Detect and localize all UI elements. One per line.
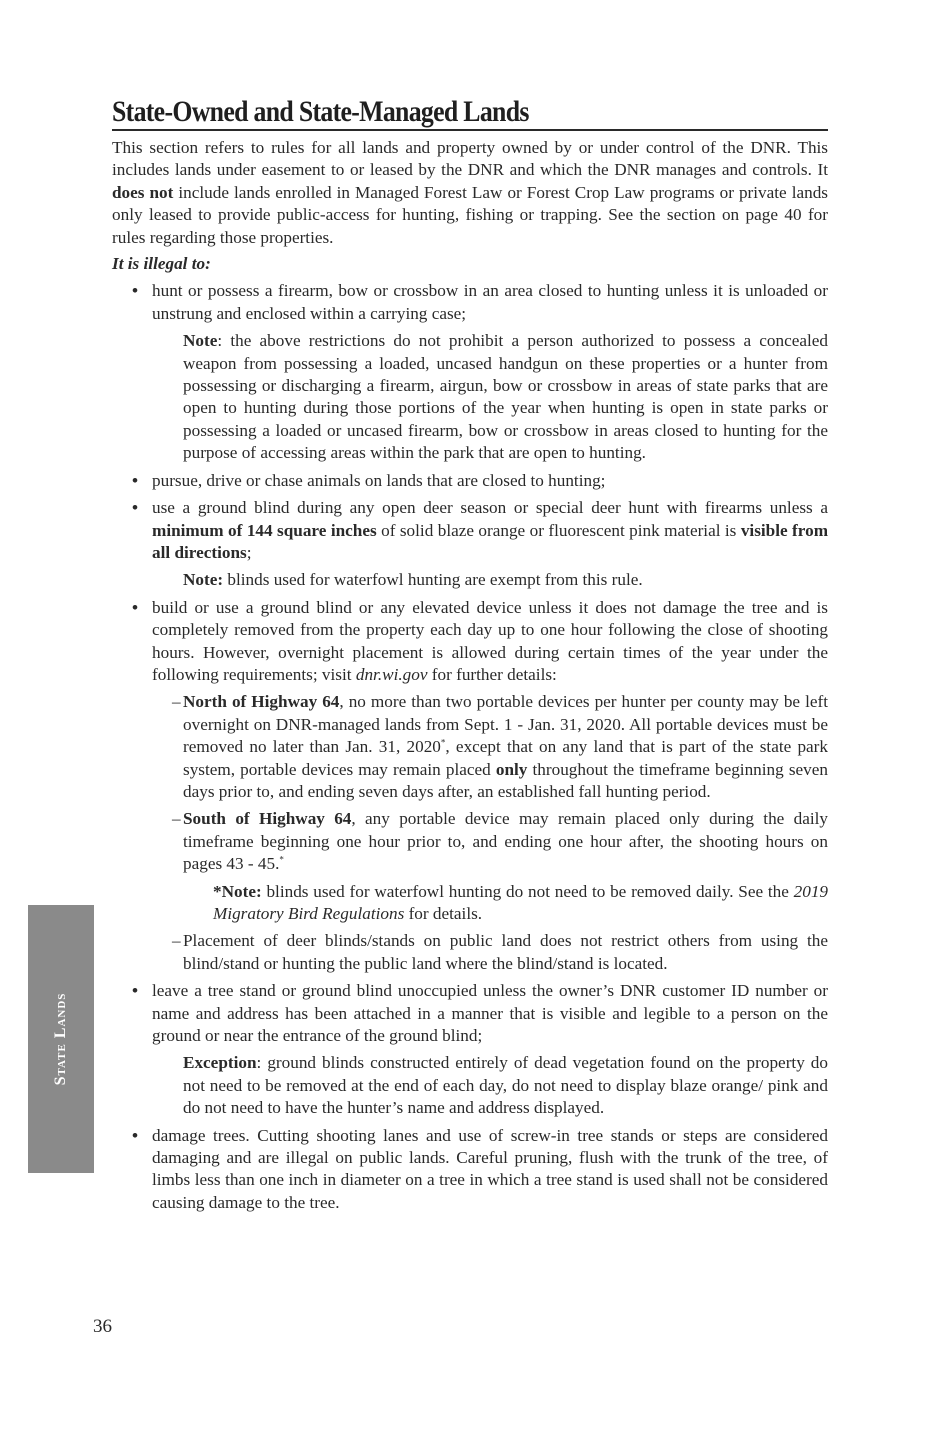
bullet-icon: •	[132, 470, 139, 490]
rule-text-c: of solid blaze orange or fluorescent pink material is	[376, 520, 741, 540]
note-label: Note:	[183, 570, 224, 590]
note-firearm	[183, 330, 828, 464]
list-item-unoccupied	[112, 980, 828, 1119]
rule-text-a: use a ground blind during any open deer season or special deer hunt with firearms unless a	[152, 498, 828, 518]
page-number: 36	[93, 1316, 112, 1337]
star-note-publication: 2019 Migratory Bird Regulations	[213, 881, 828, 923]
sub-text-a: , any portable device may remain placed only during the daily timeframe beginning one hour prior to, and ending one hour after, the shooting hours on pages 43 - 45.	[183, 809, 828, 874]
exception-label: Exception	[183, 1053, 257, 1073]
intro-text-a: This section refers to rules for all lands and property owned by or under control of the DNR. This includes lands under easement to or leased by the DNR and which the DNR manages and controls. It	[112, 138, 828, 180]
exception-note	[183, 1052, 828, 1119]
note-text: : the above restrictions do not prohibit a person authorized to possess a concealed weapon from possessing a loaded, uncased handgun on these properties or a hunter from possessing or discharging a firearm, airgun, bow or crossbow in areas of state parks that are open to hunting during those portions of the year when hunting is open in state parks or possessing a loaded or uncased firearm, bow or crossbow in areas closed to hunting for the purpose of accessing areas within the park that are open to hunting.	[183, 331, 828, 463]
title-rule	[112, 129, 828, 131]
illegal-heading: It is illegal to:	[112, 254, 211, 274]
rule-text: pursue, drive or chase animals on lands that are closed to hunting;	[152, 470, 606, 490]
list-item-firearm	[112, 280, 828, 464]
sub-item-north	[172, 691, 828, 803]
sub-item-placement	[172, 930, 828, 975]
bullet-icon: •	[132, 498, 139, 518]
intro-text-c: include lands enrolled in Managed Forest Law or Forest Crop Law programs or private lands only leased to provide public-access for hunting, fishing or trapping. See the section on page 40 for rules regarding those properties.	[112, 182, 828, 247]
rule-text	[152, 597, 828, 687]
rule-text: leave a tree stand or ground blind unoccupied unless the owner’s DNR customer ID number or name and address has been attached in a manner that is visible and legible to a person on the ground or near the entrance of the ground blind;	[152, 981, 828, 1046]
list-item-pursue	[112, 470, 828, 492]
rule-text-a: build or use a ground blind or any elevated device unless it does not damage the tree and is completely removed from the property each day up to one hour following the close of shooting hours. However, overnight placement is allowed during certain times of the year under the following requirements; visit	[152, 597, 828, 684]
rule-text: damage trees. Cutting shooting lanes and use of screw-in tree stands or steps are considered damaging and are illegal on public lands. Careful pruning, flush with the trunk of the tree, of limbs less than one inch in diameter on a tree in which a tree stand is used shall not be considered causing damage to the tree.	[152, 1125, 828, 1212]
section-title: State-Owned and State-Managed Lands	[112, 95, 529, 128]
footnote-mark: *	[279, 854, 284, 865]
sub-text: Placement of deer blinds/stands on public land does not restrict others from using the blind/stand or hunting the public land where the blind/stand is located.	[183, 931, 828, 973]
bullet-icon: •	[132, 1125, 139, 1145]
star-note-text-b: for details.	[404, 904, 483, 923]
list-item-elevated	[112, 597, 828, 976]
intro-paragraph	[112, 137, 828, 249]
list-item-ground-blind	[112, 497, 828, 592]
sub-text-d: throughout the timeframe beginning seven days prior to, and ending seven days after, an established fall hunting period.	[183, 759, 828, 801]
bullet-icon: •	[132, 281, 139, 301]
bullet-icon: •	[132, 597, 139, 617]
rules-list	[112, 280, 828, 1214]
bullet-icon: •	[132, 981, 139, 1001]
section-side-tab	[28, 905, 94, 1173]
intro-emphasis: does not	[112, 182, 174, 202]
note-ground-blind	[183, 569, 828, 591]
sub-text-b: , except that on any land that is part of the state park system, portable devices may remain placed	[183, 737, 828, 779]
sub-text	[183, 691, 828, 803]
star-note-text-a: blinds used for waterfowl hunting do not need to be removed daily. See the	[261, 881, 794, 901]
note-label: Note	[183, 331, 218, 351]
dash-icon: –	[172, 692, 181, 712]
sub-label-north: North of Highway 64	[183, 692, 340, 712]
exception-text: : ground blinds constructed entirely of dead vegetation found on the property do not need to be removed at the end of each day, do not need to display blaze orange/ pink and do not need to have the hunter’s name and address displayed.	[183, 1053, 828, 1118]
sub-text	[183, 808, 828, 875]
sub-label-south: South of Highway 64	[183, 809, 352, 829]
dash-icon: –	[172, 931, 181, 951]
star-note	[213, 881, 828, 926]
sub-text-a: , no more than two portable devices per hunter per county may be left overnight on DNR-managed lands from Sept. 1 - Jan. 31, 2020. All portable devices must be removed no later than Jan. 31, 2020	[183, 692, 828, 757]
rule-text-e: ;	[246, 542, 252, 562]
side-tab-label: State Lands	[52, 992, 69, 1086]
note-text: blinds used for waterfowl hunting are exempt from this rule.	[223, 570, 643, 590]
rule-text	[152, 497, 828, 564]
footnote-mark: *	[440, 737, 446, 748]
dash-icon: –	[172, 809, 181, 829]
rule-emphasis-size: minimum of 144 square inches	[152, 520, 377, 540]
page-content	[112, 96, 828, 1219]
dnr-website-link[interactable]: dnr.wi.gov	[355, 664, 428, 684]
star-note-label: *Note:	[213, 881, 262, 901]
sub-item-south	[172, 808, 828, 875]
list-item-damage	[112, 1125, 828, 1215]
rule-emphasis-visible: visible from all directions	[152, 520, 829, 562]
rule-text-b: for further details:	[427, 664, 557, 684]
sub-emphasis-only: only	[495, 759, 528, 779]
rule-text: hunt or possess a firearm, bow or crossbow in an area closed to hunting unless it is unloaded or unstrung and enclosed within a carrying case;	[152, 281, 828, 323]
